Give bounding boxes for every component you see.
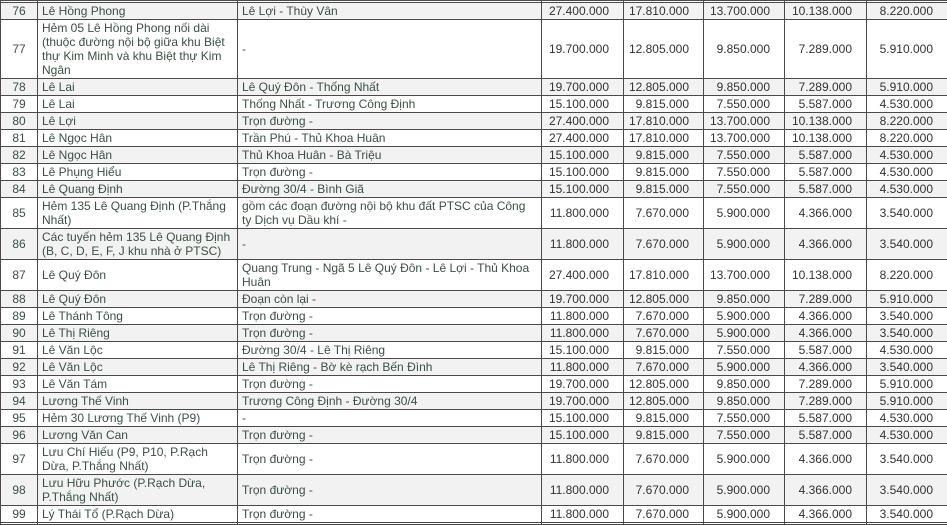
street-name-cell: Lê Ngọc Hân bbox=[38, 130, 238, 147]
row-number-cell: 88 bbox=[1, 291, 38, 308]
section-cell: Đường 30/4 - Lê Thị Riêng bbox=[238, 342, 542, 359]
price-cell: 7.670.000 bbox=[624, 198, 704, 229]
price-cell: 7.550.000 bbox=[704, 181, 785, 198]
row-number-cell: 78 bbox=[1, 79, 38, 96]
section-cell: - bbox=[238, 229, 542, 260]
section-cell: Đoạn còn lại - bbox=[238, 291, 542, 308]
section-cell: Trọn đường - bbox=[238, 444, 542, 475]
price-cell: 8.220.000 bbox=[867, 130, 947, 147]
price-cell: 9.850.000 bbox=[704, 79, 785, 96]
price-cell: 15.100.000 bbox=[542, 147, 624, 164]
table-row bbox=[1, 291, 947, 308]
price-cell: 15.100.000 bbox=[542, 164, 624, 181]
price-cell: 5.587.000 bbox=[785, 96, 867, 113]
row-number-cell: 77 bbox=[1, 20, 38, 79]
street-name-cell: Lê Văn Lộc bbox=[38, 342, 238, 359]
partial-cell bbox=[624, 523, 704, 525]
price-cell: 5.900.000 bbox=[704, 308, 785, 325]
row-number-cell: 93 bbox=[1, 376, 38, 393]
row-number-cell: 83 bbox=[1, 164, 38, 181]
price-cell: 10.138.000 bbox=[785, 260, 867, 291]
price-cell: 5.900.000 bbox=[704, 229, 785, 260]
street-name-cell: Lê Quý Đôn bbox=[38, 291, 238, 308]
price-cell: 9.815.000 bbox=[624, 96, 704, 113]
price-cell: 7.550.000 bbox=[704, 342, 785, 359]
partial-cell bbox=[1, 523, 38, 525]
price-cell: 5.900.000 bbox=[704, 325, 785, 342]
price-cell: 10.138.000 bbox=[785, 3, 867, 20]
row-number-cell: 80 bbox=[1, 113, 38, 130]
price-cell: 11.800.000 bbox=[542, 198, 624, 229]
table-row bbox=[1, 427, 947, 444]
price-cell: 11.800.000 bbox=[542, 359, 624, 376]
price-cell: 13.700.000 bbox=[704, 113, 785, 130]
price-cell: 5.900.000 bbox=[704, 444, 785, 475]
price-cell: 9.815.000 bbox=[624, 164, 704, 181]
row-number-cell: 81 bbox=[1, 130, 38, 147]
table-row bbox=[1, 376, 947, 393]
price-cell: 4.366.000 bbox=[785, 229, 867, 260]
price-cell: 3.540.000 bbox=[867, 325, 947, 342]
price-cell: 9.850.000 bbox=[704, 376, 785, 393]
street-name-cell: Lê Quang Định bbox=[38, 181, 238, 198]
price-cell: 7.550.000 bbox=[704, 164, 785, 181]
section-cell: Trọn đường - bbox=[238, 308, 542, 325]
street-name-cell: Lê Quý Đôn bbox=[38, 260, 238, 291]
price-cell: 11.800.000 bbox=[542, 444, 624, 475]
row-number-cell: 76 bbox=[1, 3, 38, 20]
price-cell: 3.540.000 bbox=[867, 475, 947, 506]
price-cell: 5.587.000 bbox=[785, 410, 867, 427]
table-row bbox=[1, 444, 947, 475]
price-cell: 5.910.000 bbox=[867, 20, 947, 79]
section-cell: Trọn đường - bbox=[238, 113, 542, 130]
partial-cell bbox=[785, 523, 867, 525]
row-number-cell: 96 bbox=[1, 427, 38, 444]
table-row bbox=[1, 79, 947, 96]
price-cell: 12.805.000 bbox=[624, 376, 704, 393]
section-cell: Thủ Khoa Huân - Bà Triệu bbox=[238, 147, 542, 164]
table-row bbox=[1, 506, 947, 523]
price-cell: 9.815.000 bbox=[624, 181, 704, 198]
price-cell: 27.400.000 bbox=[542, 3, 624, 20]
price-cell: 19.700.000 bbox=[542, 376, 624, 393]
table-row bbox=[1, 410, 947, 427]
table-row bbox=[1, 393, 947, 410]
price-cell: 5.587.000 bbox=[785, 427, 867, 444]
price-cell: 3.540.000 bbox=[867, 444, 947, 475]
price-cell: 8.220.000 bbox=[867, 113, 947, 130]
street-name-cell: Hẻm 05 Lê Hồng Phong nối dài (thuộc đường nội bộ giữa khu Biệt thự Kim Minh và khu Biệt thự Kim Ngân bbox=[38, 20, 238, 79]
price-cell: 4.366.000 bbox=[785, 444, 867, 475]
row-number-cell: 94 bbox=[1, 393, 38, 410]
price-cell: 7.289.000 bbox=[785, 393, 867, 410]
street-name-cell: Các tuyến hẻm 135 Lê Quang Định (B, C, D, E, F, J khu nhà ở PTSC) bbox=[38, 229, 238, 260]
price-cell: 7.670.000 bbox=[624, 506, 704, 523]
price-cell: 27.400.000 bbox=[542, 113, 624, 130]
partial-cell bbox=[542, 523, 624, 525]
row-number-cell: 84 bbox=[1, 181, 38, 198]
price-cell: 9.850.000 bbox=[704, 291, 785, 308]
price-cell: 17.810.000 bbox=[624, 130, 704, 147]
price-cell: 11.800.000 bbox=[542, 308, 624, 325]
price-cell: 7.289.000 bbox=[785, 291, 867, 308]
price-cell: 11.800.000 bbox=[542, 506, 624, 523]
price-cell: 7.550.000 bbox=[704, 96, 785, 113]
section-cell: Thống Nhất - Trương Công Định bbox=[238, 96, 542, 113]
price-cell: 3.540.000 bbox=[867, 229, 947, 260]
table-row bbox=[1, 198, 947, 229]
price-cell: 11.800.000 bbox=[542, 475, 624, 506]
price-cell: 5.910.000 bbox=[867, 376, 947, 393]
price-cell: 7.670.000 bbox=[624, 359, 704, 376]
price-cell: 12.805.000 bbox=[624, 20, 704, 79]
price-cell: 5.587.000 bbox=[785, 164, 867, 181]
street-name-cell: Hẻm 30 Lương Thế Vinh (P9) bbox=[38, 410, 238, 427]
price-cell: 15.100.000 bbox=[542, 342, 624, 359]
table-row bbox=[1, 229, 947, 260]
price-cell: 4.530.000 bbox=[867, 147, 947, 164]
section-cell: Trọn đường - bbox=[238, 325, 542, 342]
price-cell: 7.670.000 bbox=[624, 444, 704, 475]
section-cell: Đường 30/4 - Bình Giã bbox=[238, 181, 542, 198]
row-number-cell: 89 bbox=[1, 308, 38, 325]
table-row bbox=[1, 260, 947, 291]
section-cell: - bbox=[238, 20, 542, 79]
price-cell: 5.900.000 bbox=[704, 359, 785, 376]
price-cell: 9.815.000 bbox=[624, 410, 704, 427]
section-cell: Lê Thị Riêng - Bờ kè rạch Bến Đình bbox=[238, 359, 542, 376]
price-cell: 7.670.000 bbox=[624, 475, 704, 506]
price-cell: 12.805.000 bbox=[624, 393, 704, 410]
price-cell: 19.700.000 bbox=[542, 20, 624, 79]
table-row bbox=[1, 342, 947, 359]
section-cell: Trọn đường - bbox=[238, 506, 542, 523]
price-cell: 7.670.000 bbox=[624, 325, 704, 342]
price-cell: 5.587.000 bbox=[785, 342, 867, 359]
price-cell: 7.670.000 bbox=[624, 229, 704, 260]
price-cell: 4.530.000 bbox=[867, 164, 947, 181]
price-cell: 9.815.000 bbox=[624, 427, 704, 444]
table-row bbox=[1, 3, 947, 20]
section-cell: Trọn đường - bbox=[238, 164, 542, 181]
street-name-cell: Lê Lợi bbox=[38, 113, 238, 130]
table-row bbox=[1, 147, 947, 164]
price-cell: 5.587.000 bbox=[785, 147, 867, 164]
row-number-cell: 82 bbox=[1, 147, 38, 164]
section-cell: Trần Phú - Thủ Khoa Huân bbox=[238, 130, 542, 147]
street-name-cell: Lương Thế Vinh bbox=[38, 393, 238, 410]
price-cell: 7.550.000 bbox=[704, 410, 785, 427]
row-number-cell: 85 bbox=[1, 198, 38, 229]
row-number-cell: 79 bbox=[1, 96, 38, 113]
price-cell: 4.366.000 bbox=[785, 475, 867, 506]
price-cell: 27.400.000 bbox=[542, 260, 624, 291]
section-cell: Trọn đường - bbox=[238, 376, 542, 393]
row-number-cell: 90 bbox=[1, 325, 38, 342]
price-cell: 11.800.000 bbox=[542, 325, 624, 342]
price-cell: 13.700.000 bbox=[704, 260, 785, 291]
section-cell: Trọn đường - bbox=[238, 427, 542, 444]
price-cell: 8.220.000 bbox=[867, 260, 947, 291]
section-cell: Lê Quý Đôn - Thống Nhất bbox=[238, 79, 542, 96]
price-cell: 15.100.000 bbox=[542, 410, 624, 427]
price-cell: 5.900.000 bbox=[704, 475, 785, 506]
price-cell: 9.815.000 bbox=[624, 342, 704, 359]
price-cell: 5.900.000 bbox=[704, 198, 785, 229]
table-row bbox=[1, 181, 947, 198]
price-cell: 7.289.000 bbox=[785, 376, 867, 393]
table-row bbox=[1, 325, 947, 342]
price-cell: 19.700.000 bbox=[542, 291, 624, 308]
price-cell: 5.587.000 bbox=[785, 181, 867, 198]
price-cell: 11.800.000 bbox=[542, 229, 624, 260]
table-row bbox=[1, 308, 947, 325]
price-cell: 7.550.000 bbox=[704, 147, 785, 164]
row-number-cell: 98 bbox=[1, 475, 38, 506]
price-cell: 4.530.000 bbox=[867, 96, 947, 113]
price-cell: 13.700.000 bbox=[704, 3, 785, 20]
street-name-cell: Lý Thái Tổ (P.Rạch Dừa) bbox=[38, 506, 238, 523]
price-cell: 4.366.000 bbox=[785, 359, 867, 376]
section-cell: Trọn đường - bbox=[238, 475, 542, 506]
price-cell: 7.670.000 bbox=[624, 308, 704, 325]
partial-cell bbox=[238, 523, 542, 525]
price-cell: 9.850.000 bbox=[704, 20, 785, 79]
table-row bbox=[1, 164, 947, 181]
price-cell: 3.540.000 bbox=[867, 359, 947, 376]
partial-cell bbox=[704, 523, 785, 525]
table-row bbox=[1, 359, 947, 376]
street-name-cell: Lê Lai bbox=[38, 96, 238, 113]
price-cell: 4.366.000 bbox=[785, 198, 867, 229]
partial-cell bbox=[38, 523, 238, 525]
row-number-cell: 86 bbox=[1, 229, 38, 260]
price-cell: 15.100.000 bbox=[542, 427, 624, 444]
price-cell: 19.700.000 bbox=[542, 79, 624, 96]
price-cell: 27.400.000 bbox=[542, 130, 624, 147]
street-name-cell: Lưu Hữu Phước (P.Rạch Dừa, P.Thắng Nhất) bbox=[38, 475, 238, 506]
price-cell: 9.815.000 bbox=[624, 147, 704, 164]
price-cell: 7.550.000 bbox=[704, 427, 785, 444]
table-row bbox=[1, 113, 947, 130]
price-cell: 3.540.000 bbox=[867, 308, 947, 325]
price-cell: 4.530.000 bbox=[867, 342, 947, 359]
price-cell: 5.910.000 bbox=[867, 79, 947, 96]
price-cell: 17.810.000 bbox=[624, 113, 704, 130]
price-cell: 5.910.000 bbox=[867, 291, 947, 308]
price-cell: 17.810.000 bbox=[624, 260, 704, 291]
street-name-cell: Lê Văn Lộc bbox=[38, 359, 238, 376]
price-cell: 7.289.000 bbox=[785, 20, 867, 79]
table-row bbox=[1, 130, 947, 147]
price-cell: 15.100.000 bbox=[542, 96, 624, 113]
price-cell: 3.540.000 bbox=[867, 198, 947, 229]
street-name-cell: Hẻm 135 Lê Quang Định (P.Thắng Nhất) bbox=[38, 198, 238, 229]
price-cell: 19.700.000 bbox=[542, 393, 624, 410]
price-cell: 5.900.000 bbox=[704, 506, 785, 523]
partial-row bbox=[1, 523, 947, 525]
row-number-cell: 87 bbox=[1, 260, 38, 291]
row-number-cell: 92 bbox=[1, 359, 38, 376]
price-cell: 4.366.000 bbox=[785, 308, 867, 325]
price-cell: 10.138.000 bbox=[785, 113, 867, 130]
price-cell: 10.138.000 bbox=[785, 130, 867, 147]
row-number-cell: 95 bbox=[1, 410, 38, 427]
row-number-cell: 91 bbox=[1, 342, 38, 359]
price-cell: 17.810.000 bbox=[624, 3, 704, 20]
price-cell: 8.220.000 bbox=[867, 3, 947, 20]
street-name-cell: Lưu Chí Hiếu (P9, P10, P.Rạch Dừa, P.Thắng Nhất) bbox=[38, 444, 238, 475]
street-name-cell: Lê Phụng Hiểu bbox=[38, 164, 238, 181]
price-cell: 4.530.000 bbox=[867, 181, 947, 198]
section-cell: Trương Công Định - Đường 30/4 bbox=[238, 393, 542, 410]
street-name-cell: Lê Văn Tám bbox=[38, 376, 238, 393]
street-name-cell: Lê Thánh Tông bbox=[38, 308, 238, 325]
price-cell: 5.910.000 bbox=[867, 393, 947, 410]
table-row bbox=[1, 475, 947, 506]
partial-cell bbox=[867, 523, 947, 525]
section-cell: Lê Lợi - Thùy Vân bbox=[238, 3, 542, 20]
price-cell: 13.700.000 bbox=[704, 130, 785, 147]
price-cell: 12.805.000 bbox=[624, 291, 704, 308]
table-row bbox=[1, 96, 947, 113]
street-name-cell: Lê Thị Riêng bbox=[38, 325, 238, 342]
row-number-cell: 97 bbox=[1, 444, 38, 475]
street-name-cell: Lương Văn Can bbox=[38, 427, 238, 444]
price-cell: 4.366.000 bbox=[785, 325, 867, 342]
price-cell: 4.530.000 bbox=[867, 410, 947, 427]
section-cell: gồm các đoạn đường nội bộ khu đất PTSC của Công ty Dịch vụ Dầu khí - bbox=[238, 198, 542, 229]
street-name-cell: Lê Lai bbox=[38, 79, 238, 96]
table-body bbox=[1, 1, 947, 525]
price-cell: 12.805.000 bbox=[624, 79, 704, 96]
table-row bbox=[1, 20, 947, 79]
price-cell: 3.540.000 bbox=[867, 506, 947, 523]
street-name-cell: Lê Hồng Phong bbox=[38, 3, 238, 20]
street-name-cell: Lê Ngọc Hân bbox=[38, 147, 238, 164]
price-cell: 4.366.000 bbox=[785, 506, 867, 523]
section-cell: - bbox=[238, 410, 542, 427]
row-number-cell: 99 bbox=[1, 506, 38, 523]
section-cell: Quang Trung - Ngã 5 Lê Quý Đôn - Lê Lợi - Thủ Khoa Huân bbox=[238, 260, 542, 291]
price-cell: 9.850.000 bbox=[704, 393, 785, 410]
price-cell: 7.289.000 bbox=[785, 79, 867, 96]
price-cell: 15.100.000 bbox=[542, 181, 624, 198]
price-cell: 4.530.000 bbox=[867, 427, 947, 444]
